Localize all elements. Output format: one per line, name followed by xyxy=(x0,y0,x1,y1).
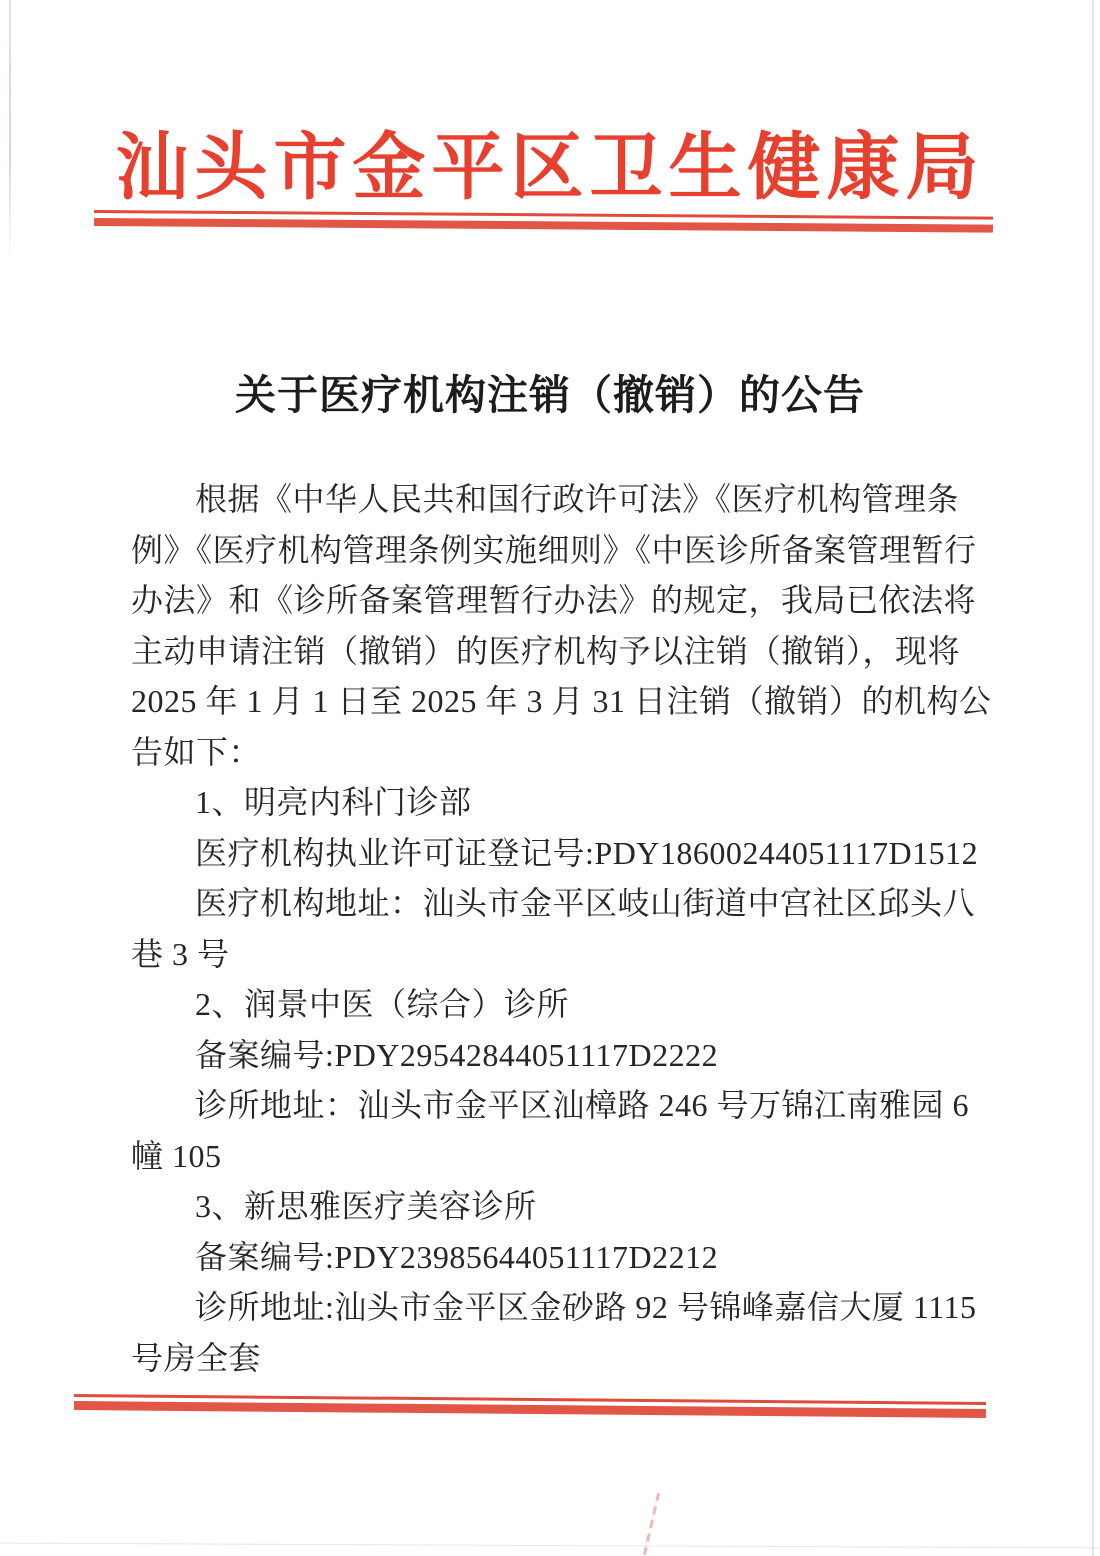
body-line-institution-2-address: 诊所地址：汕头市金平区汕樟路 246 号万锦江南雅园 6 xyxy=(195,1087,970,1123)
body-line: 例》《医疗机构管理条例实施细则》《中医诊所备案管理暂行 xyxy=(131,531,977,568)
body-line-institution-2-address-cont: 幢 105 xyxy=(131,1137,222,1174)
body-line: 2025 年 1 月 1 日至 2025 年 3 月 31 日注销（撤销）的机构公 xyxy=(131,683,992,719)
document-title: 关于医疗机构注销（撤销）的公告 xyxy=(235,372,865,418)
body-line: 主动申请注销（撤销）的医疗机构予以注销（撤销），现将 xyxy=(131,632,961,669)
body-line: 办法》和《诊所备案管理暂行办法》的规定，我局已依法将 xyxy=(131,582,977,618)
body-line: 根据《中华人民共和国行政许可法》《医疗机构管理条 xyxy=(195,481,960,517)
body-line-institution-3-address-cont: 号房全套 xyxy=(131,1339,262,1376)
body-line: 告如下： xyxy=(131,733,262,770)
body-line-institution-3-name: 3、新思雅医疗美容诊所 xyxy=(195,1188,537,1224)
body-line-institution-3-license: 备案编号:PDY23985644051117D2212 xyxy=(195,1238,719,1275)
body-line-institution-2-name: 2、润景中医（综合）诊所 xyxy=(195,986,570,1022)
body-line-institution-3-address: 诊所地址:汕头市金平区金砂路 92 号锦峰嘉信大厦 1115 xyxy=(195,1289,977,1325)
document-body xyxy=(131,474,992,1383)
header-double-rule xyxy=(94,210,993,233)
scan-artifact-right-line xyxy=(1092,0,1094,1556)
body-line-institution-1-address: 医疗机构地址：汕头市金平区岐山街道中宫社区邱头八 xyxy=(195,885,976,921)
footer-double-rule xyxy=(74,1394,986,1418)
body-line-institution-1-name: 1、明亮内科门诊部 xyxy=(195,784,472,820)
body-line-institution-2-license: 备案编号:PDY29542844051117D2222 xyxy=(195,1036,719,1073)
body-line-institution-1-address-cont: 巷 3 号 xyxy=(131,935,230,972)
body-line-institution-1-license: 医疗机构执业许可证登记号:PDY18600244051117D1512 xyxy=(195,834,979,871)
letterhead-agency-name: 汕头市金平区卫生健康局 xyxy=(115,127,985,208)
scan-artifact-bottom-line xyxy=(0,1543,1100,1549)
